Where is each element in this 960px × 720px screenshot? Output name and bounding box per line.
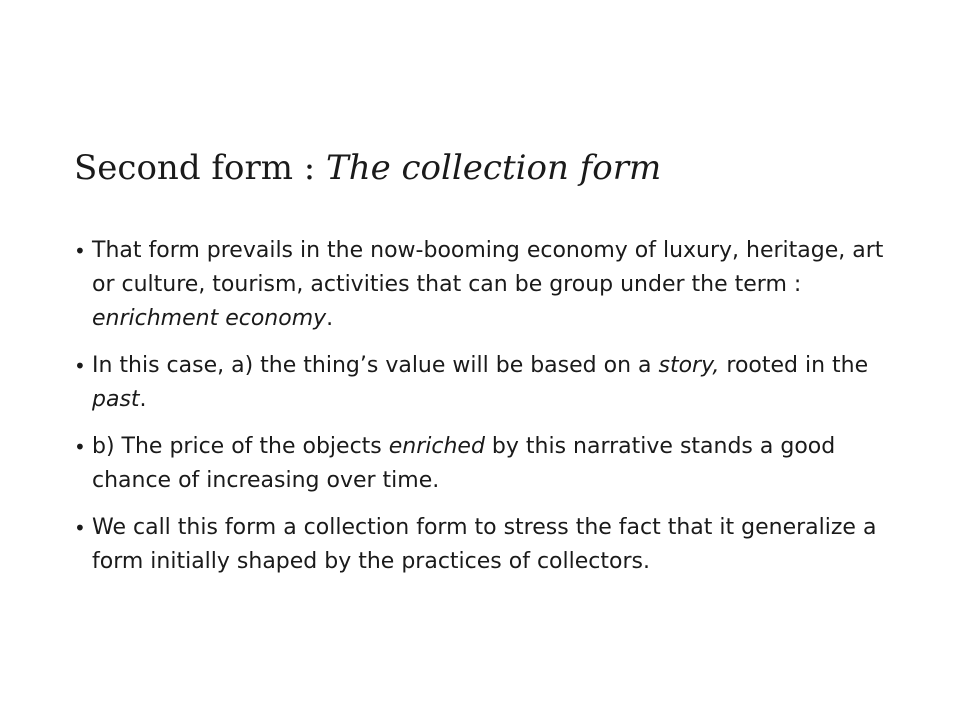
bullet-3-emphasis: enriched (388, 434, 485, 459)
bullet-item-1 (74, 234, 894, 336)
slide-title (74, 146, 661, 190)
bullet-item-3 (74, 430, 894, 498)
bullet-3-end: by this narrative stands a good chance of increasing over time. (92, 434, 836, 493)
bullet-2-emphasis-story: story, (658, 353, 720, 378)
bullet-2-end: . (139, 387, 147, 412)
bullet-list (74, 234, 894, 592)
bullet-1-emphasis: enrichment economy (92, 306, 327, 331)
bullet-item-2 (74, 349, 894, 417)
bullet-icon: • (74, 516, 86, 540)
bullet-icon: • (74, 239, 86, 263)
bullet-2-text: In this case, a) the thing’s value will be based on a (92, 353, 659, 378)
bullet-item-4 (74, 511, 894, 579)
title-plain: Second form : (74, 148, 327, 188)
title-italic: The collection form (326, 148, 662, 188)
bullet-4-text: We call this form a collection form to stress the fact that it generalize a form initially shaped by the practices of collectors. (92, 515, 877, 574)
bullet-icon: • (74, 354, 86, 378)
bullet-icon: • (74, 435, 86, 459)
bullet-1-end: . (326, 306, 334, 331)
bullet-1-text: That form prevails in the now-booming economy of luxury, heritage, art or culture, tourism, activities that can be group under the term : (92, 238, 884, 297)
bullet-2-middle: rooted in the (719, 353, 869, 378)
bullet-2-emphasis-past: past (92, 387, 140, 412)
bullet-3-text: b) The price of the objects (92, 434, 389, 459)
